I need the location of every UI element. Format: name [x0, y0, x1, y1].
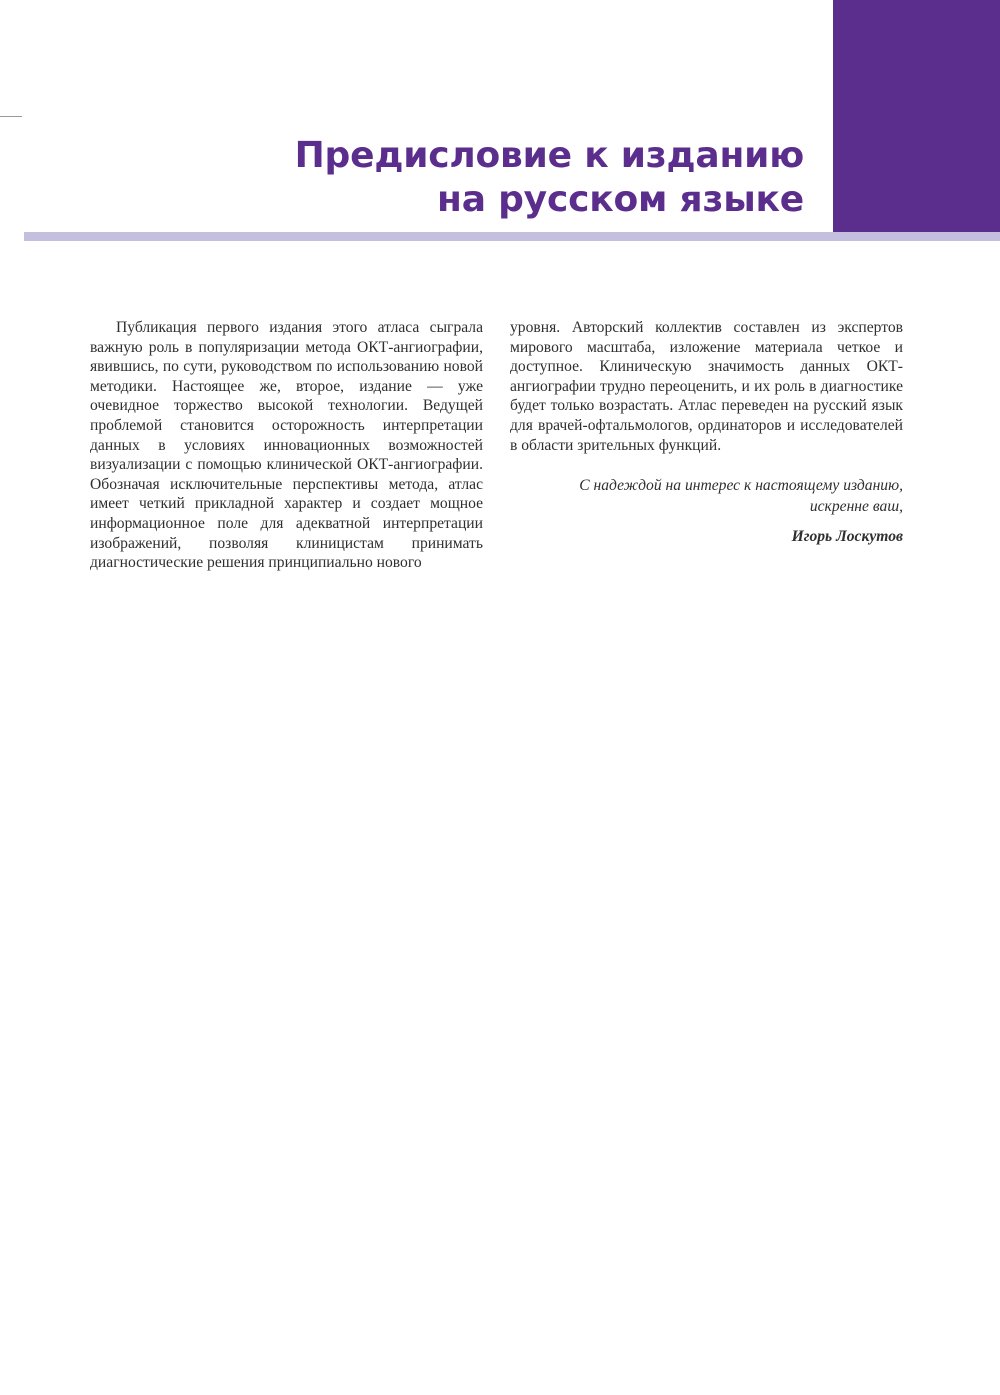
text-column-right	[510, 318, 903, 547]
crop-mark	[0, 116, 22, 117]
author-signature: Игорь Лоскутов	[791, 528, 903, 546]
page-title	[295, 134, 804, 222]
page-title-line-2: на русском языке	[437, 179, 804, 220]
body-paragraph-left: Публикация первого издания этого атласа сыграла важную роль в популяризации метода ОКТ-ангиографии, явившись, по сути, руководством по использованию новой методики. Настоящее же, второе, издание — уже очевидное торжество высокой технологии. Ведущей проблемой становится осторожность интерпретации данных в условиях инновационных возможностей визуализации с помощью клинической ОКТ-ангиографии. Обозначая исключительные перспективы метода, атлас имеет четкий прикладной характер и создает мощное информационное поле для адекватной интерпретации изображений, позволяя клиницистам принимать диагностические решения принципиально нового	[90, 319, 483, 572]
accent-color-block	[833, 0, 1000, 232]
text-column-left	[90, 318, 483, 573]
closing-line-1: С надеждой на интерес к настоящему изданию,	[579, 477, 903, 495]
closing-line-2: искренне ваш,	[809, 498, 903, 516]
page-title-line-1: Предисловие к изданию	[294, 135, 804, 176]
body-paragraph-right: уровня. Авторский коллектив составлен из экспертов мирового масштаба, изложение материала четкое и доступное. Клиническую значимость данных ОКТ-ангиографии трудно переоценить, и их роль в диагностике будет только возрастать. Атлас переведен на русский язык для врачей-офтальмологов, ординаторов и исследователей в области зрительных функций.	[510, 319, 903, 454]
closing-remark	[510, 475, 903, 517]
header-divider	[24, 232, 1000, 241]
